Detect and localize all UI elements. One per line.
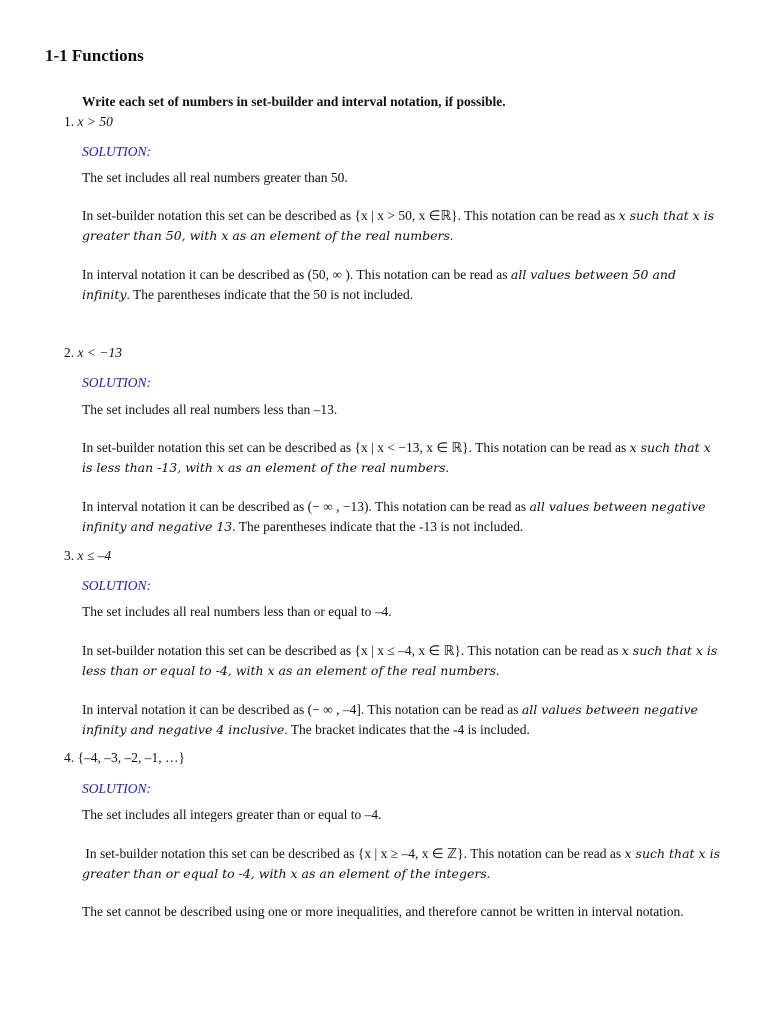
reading-phrase: x such that x is greater than or equal to -4, with x as an element of the integers [82,846,720,881]
reading-phrase: x such that x is less than -13, with x as an element of the real numbers [82,440,711,475]
solution-paragraph: The set includes all real numbers greater than 50. [82,170,348,185]
problem-number: 1. [64,114,75,129]
problem-expression: x < −13 [77,345,122,360]
set-builder-expression: {x | x < −13, x ∈ ℝ} [354,440,469,455]
problem-4-statement [64,750,185,766]
interval-expression: (− ∞ , −13) [307,499,369,514]
set-builder-expression: {x | x ≥ –4, x ∈ ℤ} [357,846,464,861]
solution-label: SOLUTION: [82,781,152,796]
page-title: 1-1 Functions [45,46,144,65]
problem-expression: {–4, –3, –2, –1, …} [77,750,185,765]
solution-paragraph: The set includes all real numbers less than or equal to –4. [82,604,392,619]
solution-paragraph: The set includes all real numbers less than –13. [82,402,338,417]
set-builder-paragraph: In set-builder notation this set can be described as {x | x ≥ –4, x ∈ ℤ}. This notation can be read as x such that x is greater than or equal to -4, with x as an element of the integers. [82,846,720,881]
instruction: Write each set of numbers in set-builder and interval notation, if possible. [82,94,506,109]
interval-paragraph: In interval notation it can be described as (− ∞ , −13). This notation can be read as all values between negative infinity and negative 13. The parentheses indicate that the -13 is not included. [82,499,706,534]
reading-phrase: x such that x is greater than 50, with x as an element of the real numbers [82,208,715,243]
set-builder-expression: {x | x ≤ –4, x ∈ ℝ} [354,643,461,658]
solution-label: SOLUTION: [82,144,152,159]
set-builder-expression: {x | x > 50, x ∈ℝ} [354,208,458,223]
interval-expression: (50, ∞ ) [307,267,350,282]
problem-3-statement [64,548,111,564]
problem-number: 4. [64,750,75,765]
interval-expression: (− ∞ , –4] [307,702,361,717]
problem-2-statement [64,345,122,361]
set-builder-paragraph: In set-builder notation this set can be described as {x | x ≤ –4, x ∈ ℝ}. This notation can be read as x such that x is less than or equal to -4, with x as an element of the real numbers. [82,643,718,678]
interval-paragraph: The set cannot be described using one or more inequalities, and therefore cannot be written in interval notation. [82,904,684,919]
solution-paragraph: The set includes all integers greater than or equal to –4. [82,807,382,822]
set-builder-paragraph: In set-builder notation this set can be described as {x | x < −13, x ∈ ℝ}. This notation can be read as x such that x is less than -13, with x as an element of the real numbers. [82,440,711,475]
reading-phrase: all values between negative infinity and negative 13 [82,499,706,534]
problem-number: 2. [64,345,75,360]
set-builder-paragraph: In set-builder notation this set can be described as {x | x > 50, x ∈ℝ}. This notation can be read as x such that x is greater than 50, with x as an element of the real numbers. [82,208,715,243]
problem-expression: x ≤ –4 [77,548,112,563]
reading-phrase: x such that x is less than or equal to -4, with x as an element of the real numbers [82,643,718,678]
problem-expression: x > 50 [77,114,113,129]
problem-1-statement [64,114,113,130]
solution-label: SOLUTION: [82,375,152,390]
problem-number: 3. [64,548,75,563]
reading-phrase: all values between negative infinity and negative 4 inclusive [82,702,698,737]
solution-label: SOLUTION: [82,578,152,593]
interval-paragraph: In interval notation it can be described as (− ∞ , –4]. This notation can be read as all values between negative infinity and negative 4 inclusive. The bracket indicates that the -4 is included. [82,702,698,737]
reading-phrase: all values between 50 and infinity [82,267,676,302]
interval-paragraph: In interval notation it can be described as (50, ∞ ). This notation can be read as all values between 50 and infinity. The parentheses indicate that the 50 is not included. [82,267,676,302]
